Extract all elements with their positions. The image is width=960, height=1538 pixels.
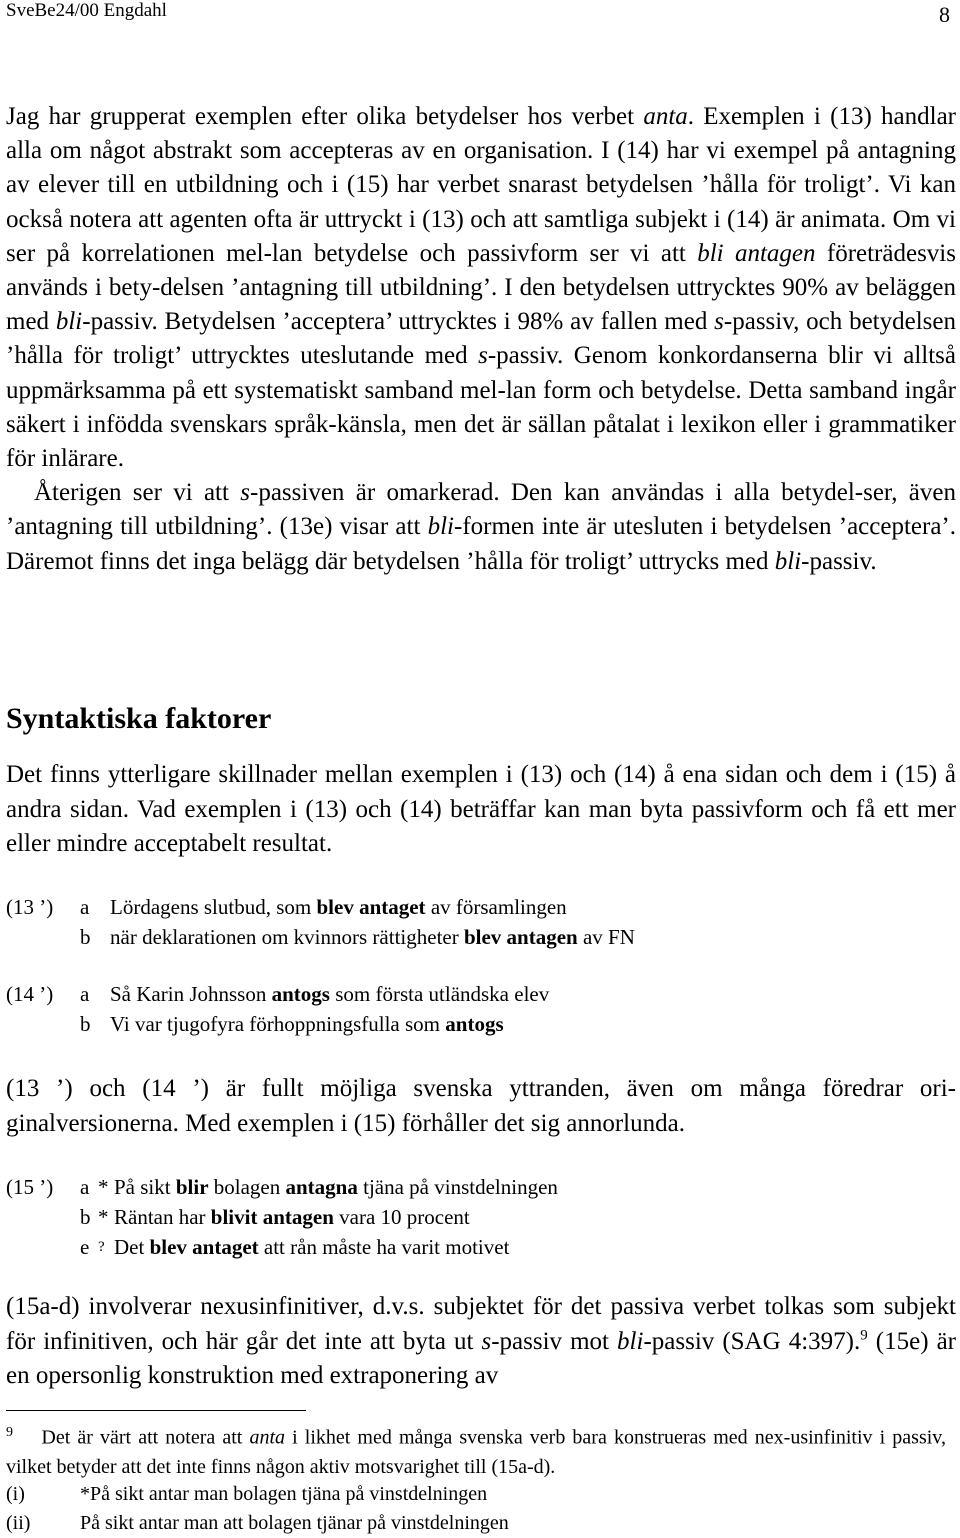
footnote-example-label: (ii) <box>6 1512 31 1534</box>
example-letter: e <box>80 1235 90 1259</box>
body-paragraph-nexus: (15a-d) involverar nexusinfinitiver, d.v.s. subjektet för det passiva verbet tolkas som subjekt för infinitiven, och här går det inte att byta ut s-passiv mot bli-passiv (SAG 4:397).$^9$ (15e) är en opersonlig konstruktion med extraponering av <box>6 1293 956 1389</box>
footnote-example-row <box>6 1509 946 1538</box>
example-sentence: Vi var tjugofyra förhoppningsfulla som antogs <box>110 1012 504 1036</box>
example-letter: b <box>80 1012 91 1036</box>
footnote-example-text: *På sikt antar man bolagen tjäna på vinstdelningen <box>80 1483 488 1505</box>
judgement-mark: * <box>98 1205 109 1229</box>
body-paragraph-syntactic: Det finns ytterligare skillnader mellan exemplen i (13) och (14) å ena sidan och dem i (15) å andra sidan. Vad exemplen i (13) och (14) beträffar kan man byta passivform och få ett mer eller mindre acceptabelt resultat. <box>6 761 956 857</box>
body-paragraph-comparison: (13 ’) och (14 ’) är fullt möjliga svenska yttranden, även om många föredrar ori-ginalversionerna. Med exemplen i (15) förhåller det sig annorlunda. <box>6 1075 956 1137</box>
footnote-9: $^9$ Det är värt att notera att anta i likhet med många svenska verb bara konstrueras med nex-usinfinitiv i passiv, vilket betyder att det inte finns någon aktiv motsvarighet till (15a-d). <box>6 1425 946 1478</box>
example-letter: a <box>80 982 90 1006</box>
example-row <box>6 922 635 952</box>
body-paragraph-1 <box>6 100 956 579</box>
example-sentence: Räntan har blivit antagen vara 10 procent <box>114 1205 470 1229</box>
footnote-reference[interactable]: 9 <box>860 1327 868 1344</box>
example-letter: a <box>80 895 90 919</box>
example-row <box>6 1232 558 1262</box>
example-letter: b <box>80 1205 91 1229</box>
footnote-example-label: (i) <box>6 1483 25 1505</box>
example-number: (15 ’) <box>6 1175 54 1199</box>
example-sentence: Det blev antaget att rån måste ha varit motivet <box>114 1235 510 1259</box>
example-letter: b <box>80 925 91 949</box>
example-row <box>6 1009 549 1039</box>
footnote-example-text: På sikt antar man att bolagen tjänar på vinstdelningen <box>80 1512 509 1534</box>
example-row <box>6 979 549 1009</box>
example-number: (13 ’) <box>6 895 54 919</box>
example-row <box>6 1202 558 1232</box>
judgement-mark: * <box>98 1175 109 1199</box>
footnote-example-row <box>6 1480 946 1509</box>
example-sentence: Lördagens slutbud, som blev antaget av församlingen <box>110 895 567 919</box>
paragraph-meaning-groups: Jag har grupperat exemplen efter olika betydelser hos verbet anta. Exemplen i (13) handlar alla om något abstrakt som accepteras av en organisation. I (14) har vi exempel på antagning av elever till en utbildning och i (15) har verbet snarast betydelsen ’hålla för troligt’. Vi kan också notera att agenten ofta är uttryckt i (13) och att samtliga subjekt i (14) är animata. Om vi ser på korrelationen mel-lan betydelse och passivform ser vi att bli antagen företrädesvis används i bety-delsen ’antagning till utbildning’. I den betydelsen uttrycktes 90% av beläggen med bli-passiv. Betydelsen ’acceptera’ uttrycktes i 98% av fallen med s-passiv, och betydelsen ’hålla för troligt’ uttrycktes uteslutande med s-passiv. Genom konkordanserna blir vi alltså uppmärksamma på ett systematiskt samband mel-lan form och betydelse. Detta samband ingår säkert i infödda svenskars språk-känsla, men det är sällan påtalat i lexikon eller i grammatiker för inlärare. <box>6 103 956 473</box>
example-14 <box>6 979 549 1039</box>
example-row <box>6 1172 558 1202</box>
footnote-separator <box>6 1410 306 1411</box>
page-header <box>0 0 960 30</box>
example-15 <box>6 1172 558 1262</box>
example-sentence: På sikt blir bolagen antagna tjäna på vinstdelningen <box>114 1175 558 1199</box>
example-letter: a <box>80 1175 90 1199</box>
footnote-number: 9 <box>6 1425 13 1440</box>
example-number: (14 ’) <box>6 982 54 1006</box>
footnote-examples <box>6 1480 946 1538</box>
page-number: 8 <box>939 2 950 27</box>
example-sentence: Så Karin Johnsson antogs som första utländska elev <box>110 982 550 1006</box>
example-13 <box>6 892 635 952</box>
judgement-mark: ? <box>98 1239 105 1255</box>
running-header: SveBe24/00 Engdahl <box>6 0 167 21</box>
paragraph-s-passive: Återigen ser vi att s-passiven är omarkerad. Den kan användas i alla betydel-ser, även ’antagning till utbildning’. (13e) visar att bli-formen inte är utesluten i betydelsen ’acceptera’. Däremot finns det inga belägg där betydelsen ’hålla för troligt’ uttrycks med bli-passiv. <box>6 479 956 575</box>
example-row <box>6 892 635 922</box>
example-sentence: när deklarationen om kvinnors rättigheter blev antagen av FN <box>110 925 635 949</box>
section-heading: Syntaktiska faktorer <box>6 702 272 735</box>
